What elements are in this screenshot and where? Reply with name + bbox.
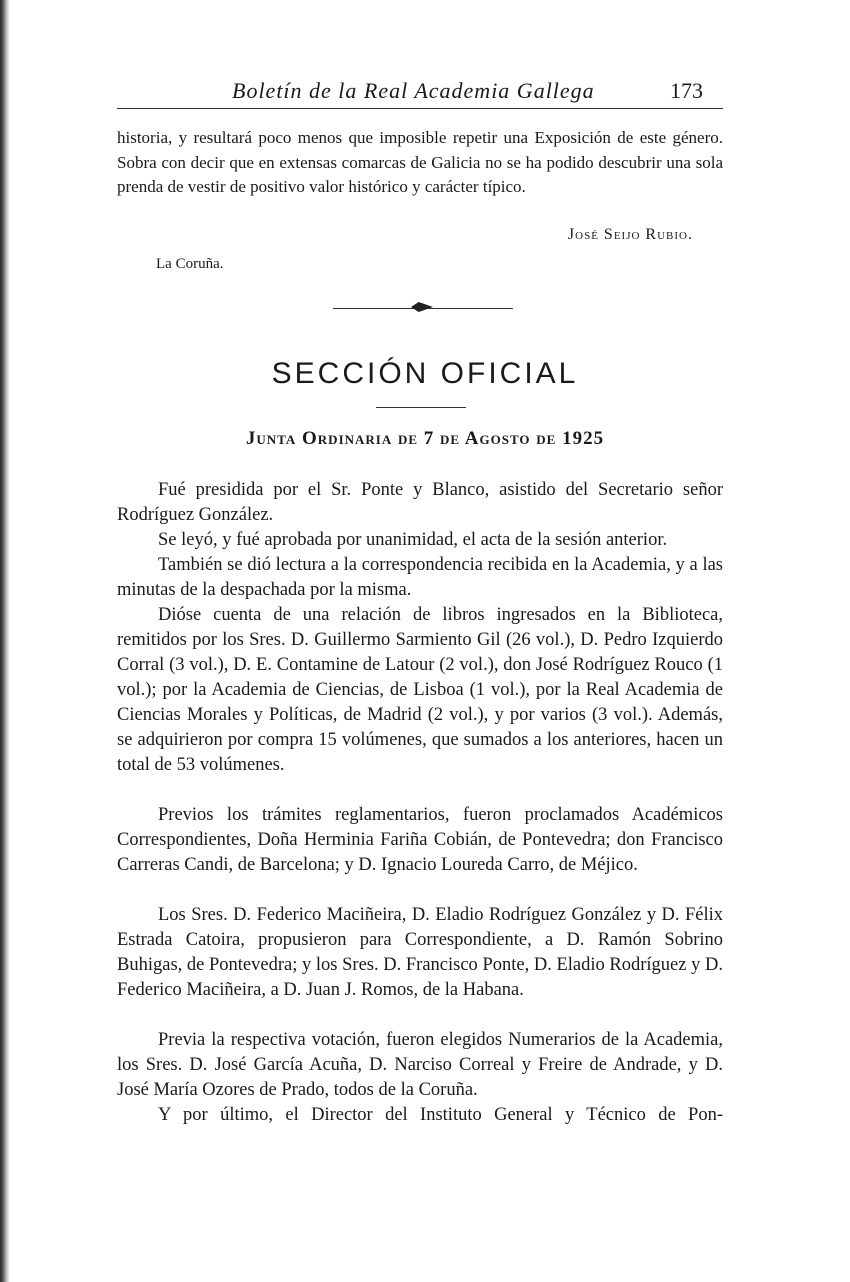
minutes-paragraph: Previos los trámites reglamentarios, fueron proclamados Académicos Correspondientes, Doña Herminia Fariña Cobián, de Pontevedra; don Francisco Carreras Candi, de Barcelona; y D. Ignacio Loureda Carro, de Méjico. <box>117 805 723 875</box>
title-rule <box>376 407 466 408</box>
page-number: 173 <box>670 78 703 103</box>
author-signature: José Seijo Rubio. <box>567 226 693 243</box>
place-line: La Coruña. <box>156 256 224 272</box>
previous-article-text: historia, y resultará poco menos que imposible repetir una Exposición de este género. Sobra con decir que en extensas comarcas de Galicia no se ha podido descubrir una sola prenda de vestir de positivo valor histórico y carácter típico. <box>117 128 723 196</box>
minutes-paragraph: Dióse cuenta de una relación de libros ingresados en la Biblioteca, remitidos por los Sres. D. Guillermo Sarmiento Gil (26 vol.), D. Pedro Izquierdo Corral (3 vol.), D. E. Contamine de Latour (2 vol.), don José Rodríguez Rouco (1 vol.); por la Academia de Ciencias, de Lisboa (1 vol.), por la Real Academia de Ciencias Morales y Políticas, de Madrid (2 vol.), y por varios (3 vol.). Además, se adquirieron por compra 15 volúmenes, que sumados a los anteriores, hacen un total de 53 volúmenes. <box>117 605 723 775</box>
page-header <box>117 76 723 109</box>
running-title: Boletín de la Real Academia Gallega <box>232 78 595 103</box>
divider-ornament-icon <box>411 302 433 312</box>
minutes-paragraph: Y por último, el Director del Instituto General y Técnico de Pon- <box>158 1105 723 1125</box>
minutes-paragraph: Se leyó, y fué aprobada por unanimidad, el acta de la sesión anterior. <box>158 530 668 550</box>
book-binding-edge <box>0 0 10 1282</box>
minutes-paragraph: Previa la respectiva votación, fueron elegidos Numerarios de la Academia, los Sres. D. José García Acuña, D. Narciso Correal y Freire de Andrade, y D. José María Ozores de Prado, todos de la Coruña. <box>117 1030 723 1100</box>
minutes-paragraph: Los Sres. D. Federico Maciñeira, D. Eladio Rodríguez González y D. Félix Estrada Catoira, propusieron para Correspondiente, a D. Ramón Sobrino Buhigas, de Pontevedra; y los Sres. D. Francisco Ponte, D. Eladio Rodríguez y D. Federico Maciñeira, a D. Juan J. Romos, de la Habana. <box>117 905 723 1000</box>
minutes-paragraph: También se dió lectura a la correspondencia recibida en la Academia, y a las minutas de la despachada por la misma. <box>117 555 723 600</box>
minutes-paragraph: Fué presidida por el Sr. Ponte y Blanco, asistido del Secretario señor Rodríguez González. <box>117 480 723 525</box>
section-title: SECCIÓN OFICIAL <box>271 357 579 390</box>
session-heading: Junta Ordinaria de 7 de Agosto de 1925 <box>245 428 605 449</box>
